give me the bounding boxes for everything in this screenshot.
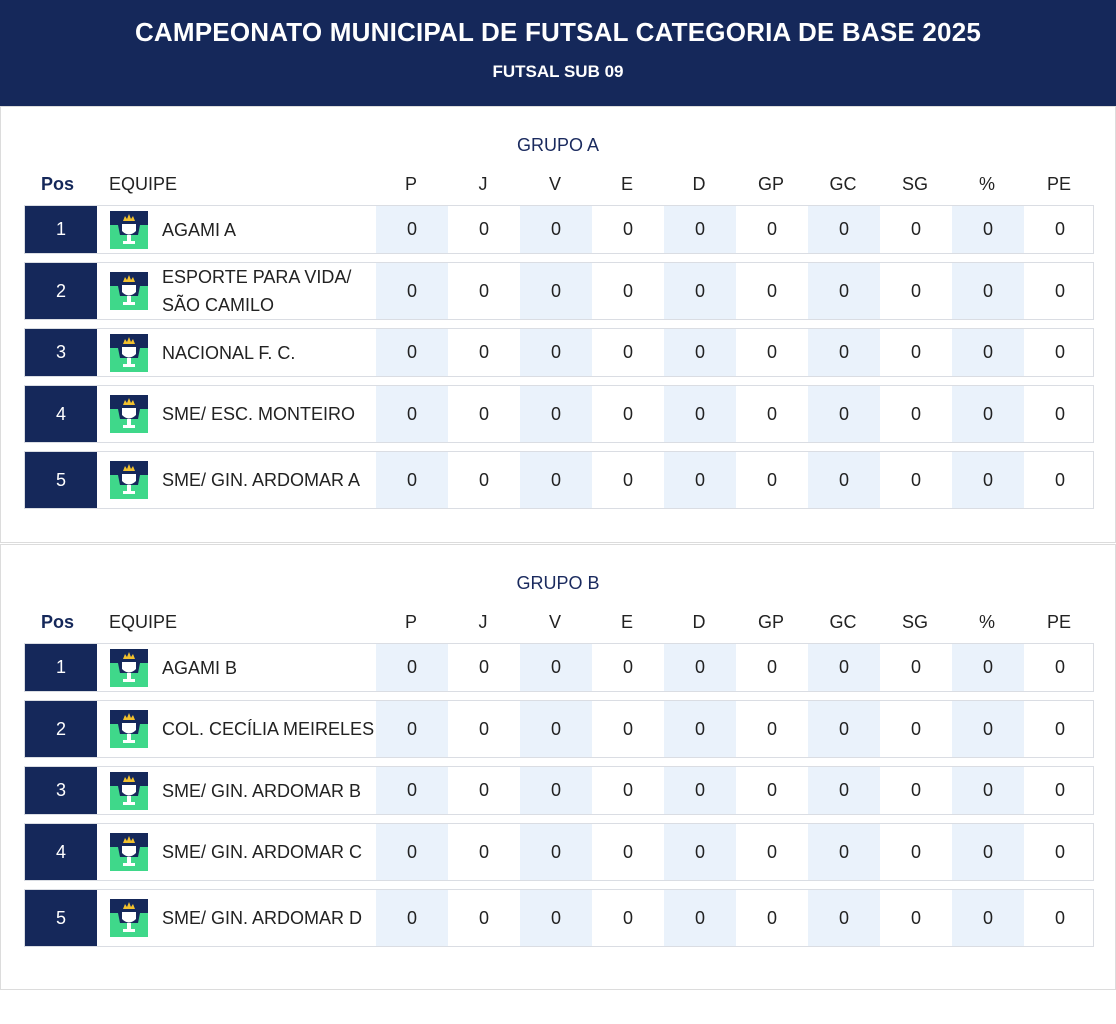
stat-cell-j: 0: [478, 657, 489, 677]
stat-cell-gp: 0: [766, 907, 777, 928]
stat-cell-gc: 0: [808, 767, 880, 814]
stat-cell-p: 0: [376, 701, 448, 757]
column-header-stat: E: [620, 174, 633, 194]
table-row[interactable]: [24, 766, 1094, 815]
page-header: [0, 0, 1116, 106]
team-name[interactable]: AGAMI B: [162, 657, 238, 678]
stat-cell-d: 0: [664, 644, 736, 691]
stat-cell-pct: 0: [952, 452, 1024, 508]
stat-cell-pct: 0: [952, 329, 1024, 376]
stat-cell-sg: 0: [910, 907, 921, 928]
stat-cell-pe: 0: [1054, 841, 1065, 862]
table-row[interactable]: [24, 205, 1094, 254]
column-header-stat: V: [548, 612, 561, 632]
stat-cell-pe: 0: [1054, 657, 1065, 677]
stat-cell-pe: 0: [1054, 403, 1065, 424]
stat-cell-d: 0: [664, 767, 736, 814]
stat-cell-e: 0: [622, 219, 633, 239]
column-header-stat: J: [478, 174, 488, 194]
position-cell: 5: [25, 452, 97, 508]
column-header-stat: E: [620, 612, 633, 632]
stat-cell-v: 0: [520, 644, 592, 691]
stat-cell-gp: 0: [766, 342, 777, 362]
stat-cell-e: 0: [622, 841, 633, 862]
column-header-row: [1, 612, 1115, 634]
stat-cell-gp: 0: [766, 718, 777, 739]
stat-cell-j: 0: [478, 718, 489, 739]
position-cell: 1: [25, 644, 97, 691]
stat-cell-p: 0: [376, 767, 448, 814]
table-row[interactable]: [24, 262, 1094, 320]
column-header-stat: %: [978, 174, 995, 194]
column-header-stat: GC: [829, 174, 857, 194]
position-cell: 2: [25, 701, 97, 757]
stat-cell-v: 0: [520, 386, 592, 442]
team-name[interactable]: NACIONAL F. C.: [162, 342, 296, 363]
stat-cell-pe: 0: [1054, 907, 1065, 928]
column-header-stat: SG: [901, 612, 928, 632]
stat-cell-pct: 0: [952, 263, 1024, 319]
stat-cell-d: 0: [664, 701, 736, 757]
stat-cell-gc: 0: [808, 890, 880, 946]
stat-cell-sg: 0: [910, 403, 921, 424]
stat-cell-gc: 0: [808, 644, 880, 691]
stat-cell-pct: 0: [952, 767, 1024, 814]
stat-cell-gc: 0: [808, 206, 880, 253]
stat-cell-sg: 0: [910, 841, 921, 862]
column-header-stat: GP: [757, 174, 784, 194]
stat-cell-sg: 0: [910, 280, 921, 301]
stat-cell-j: 0: [478, 907, 489, 928]
table-row[interactable]: [24, 889, 1094, 947]
stat-cell-p: 0: [376, 386, 448, 442]
stat-cell-e: 0: [622, 907, 633, 928]
stat-cell-v: 0: [520, 701, 592, 757]
shield-trophy-icon: [110, 833, 148, 871]
stat-cell-pe: 0: [1054, 219, 1065, 239]
position-cell: 4: [25, 386, 97, 442]
shield-trophy-icon: [110, 899, 148, 937]
stat-cell-j: 0: [478, 780, 489, 800]
team-name[interactable]: SME/ GIN. ARDOMAR A: [162, 470, 361, 490]
stat-cell-v: 0: [520, 824, 592, 880]
group-b-panel: [0, 544, 1116, 990]
column-header-stat: GC: [829, 612, 857, 632]
column-header-stat: GP: [757, 612, 784, 632]
shield-trophy-icon: [110, 211, 148, 249]
stat-cell-gc: 0: [808, 824, 880, 880]
stat-cell-p: 0: [376, 890, 448, 946]
stat-cell-p: 0: [376, 452, 448, 508]
position-cell: 2: [25, 263, 97, 319]
shield-trophy-icon: [110, 272, 148, 310]
stat-cell-pe: 0: [1054, 280, 1065, 301]
stat-cell-pct: 0: [952, 206, 1024, 253]
stat-cell-e: 0: [622, 718, 633, 739]
team-name[interactable]: SME/ GIN. ARDOMAR B: [162, 780, 362, 801]
stat-cell-pct: 0: [952, 890, 1024, 946]
stat-cell-sg: 0: [910, 469, 921, 490]
stat-cell-pct: 0: [952, 644, 1024, 691]
stat-cell-gc: 0: [808, 329, 880, 376]
table-row[interactable]: [24, 643, 1094, 692]
stat-cell-v: 0: [520, 206, 592, 253]
stat-cell-j: 0: [478, 469, 489, 490]
position-cell: 3: [25, 329, 97, 376]
shield-trophy-icon: [110, 710, 148, 748]
stat-cell-pe: 0: [1054, 342, 1065, 362]
stat-cell-e: 0: [622, 280, 633, 301]
position-cell: 1: [25, 206, 97, 253]
stat-cell-d: 0: [664, 206, 736, 253]
stat-cell-j: 0: [478, 342, 489, 362]
stat-cell-e: 0: [622, 469, 633, 490]
stat-cell-sg: 0: [910, 657, 921, 677]
stat-cell-p: 0: [376, 644, 448, 691]
stat-cell-gp: 0: [766, 219, 777, 239]
team-name[interactable]: AGAMI A: [162, 219, 237, 240]
stat-cell-sg: 0: [910, 780, 921, 800]
stat-cell-p: 0: [376, 824, 448, 880]
page-title: CAMPEONATO MUNICIPAL DE FUTSAL CATEGORIA DE BASE 2025: [134, 17, 982, 47]
group-a-panel: [0, 106, 1116, 543]
position-cell: 5: [25, 890, 97, 946]
stat-cell-gp: 0: [766, 780, 777, 800]
stat-cell-v: 0: [520, 767, 592, 814]
table-row[interactable]: [24, 385, 1094, 443]
stat-cell-pct: 0: [952, 386, 1024, 442]
team-name[interactable]: SME/ GIN. ARDOMAR D: [162, 908, 363, 928]
column-header-stat: PE: [1046, 174, 1071, 194]
stat-cell-p: 0: [376, 329, 448, 376]
stat-cell-p: 0: [376, 263, 448, 319]
shield-trophy-icon: [110, 649, 148, 687]
stat-cell-sg: 0: [910, 342, 921, 362]
column-header-stat: D: [692, 174, 706, 194]
column-header-stat: V: [548, 174, 561, 194]
stat-cell-d: 0: [664, 452, 736, 508]
stat-cell-gc: 0: [808, 263, 880, 319]
team-name[interactable]: ESPORTE PARA VIDA/ SÃO CAMILO: [162, 267, 352, 315]
stat-cell-gp: 0: [766, 841, 777, 862]
stat-cell-d: 0: [664, 824, 736, 880]
table-row[interactable]: [24, 451, 1094, 509]
column-header-stat: P: [404, 612, 417, 632]
stat-cell-gp: 0: [766, 280, 777, 301]
stat-cell-d: 0: [664, 890, 736, 946]
stat-cell-e: 0: [622, 342, 633, 362]
stat-cell-gp: 0: [766, 657, 777, 677]
column-header-stat: D: [692, 612, 706, 632]
team-name[interactable]: COL. CECÍLIA MEIRELES: [162, 719, 375, 739]
group-title: GRUPO A: [516, 135, 600, 155]
stat-cell-v: 0: [520, 890, 592, 946]
shield-trophy-icon: [110, 461, 148, 499]
stat-cell-e: 0: [622, 403, 633, 424]
stat-cell-pct: 0: [952, 701, 1024, 757]
stat-cell-e: 0: [622, 780, 633, 800]
stat-cell-gc: 0: [808, 701, 880, 757]
stat-cell-gc: 0: [808, 386, 880, 442]
stat-cell-j: 0: [478, 280, 489, 301]
column-header-stat: SG: [901, 174, 928, 194]
stat-cell-gp: 0: [766, 403, 777, 424]
stat-cell-j: 0: [478, 841, 489, 862]
stat-cell-j: 0: [478, 219, 489, 239]
stat-cell-sg: 0: [910, 219, 921, 239]
stat-cell-j: 0: [478, 403, 489, 424]
shield-trophy-icon: [110, 334, 148, 372]
team-name[interactable]: SME/ ESC. MONTEIRO: [162, 404, 356, 424]
stat-cell-gc: 0: [808, 452, 880, 508]
stat-cell-pct: 0: [952, 824, 1024, 880]
table-row[interactable]: [24, 700, 1094, 758]
stat-cell-d: 0: [664, 386, 736, 442]
column-header-team: EQUIPE: [109, 612, 178, 632]
stat-cell-d: 0: [664, 329, 736, 376]
stat-cell-v: 0: [520, 329, 592, 376]
column-header-stat: J: [478, 612, 488, 632]
stat-cell-p: 0: [376, 206, 448, 253]
stat-cell-pe: 0: [1054, 718, 1065, 739]
page-subtitle: FUTSAL SUB 09: [492, 62, 624, 81]
column-header-pos: Pos: [41, 174, 75, 194]
column-header-stat: %: [978, 612, 995, 632]
stat-cell-v: 0: [520, 263, 592, 319]
stat-cell-gp: 0: [766, 469, 777, 490]
stat-cell-e: 0: [622, 657, 633, 677]
column-header-row: [1, 174, 1115, 196]
team-name[interactable]: SME/ GIN. ARDOMAR C: [162, 842, 363, 862]
stat-cell-pe: 0: [1054, 469, 1065, 490]
position-cell: 3: [25, 767, 97, 814]
column-header-stat: P: [404, 174, 417, 194]
stat-cell-d: 0: [664, 263, 736, 319]
column-header-team: EQUIPE: [109, 174, 178, 194]
stat-cell-v: 0: [520, 452, 592, 508]
table-row[interactable]: [24, 823, 1094, 881]
shield-trophy-icon: [110, 772, 148, 810]
stat-cell-sg: 0: [910, 718, 921, 739]
stat-cell-pe: 0: [1054, 780, 1065, 800]
column-header-stat: PE: [1046, 612, 1071, 632]
position-cell: 4: [25, 824, 97, 880]
group-title: GRUPO B: [516, 573, 600, 593]
shield-trophy-icon: [110, 395, 148, 433]
column-header-pos: Pos: [41, 612, 75, 632]
table-row[interactable]: [24, 328, 1094, 377]
